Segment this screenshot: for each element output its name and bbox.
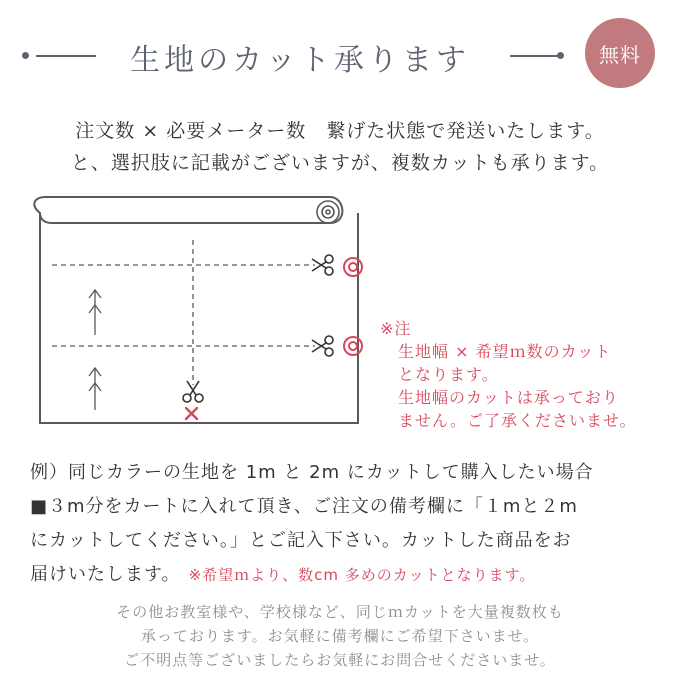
note-mark: ※注 (380, 319, 412, 338)
example-cut-note: ※希望ｍより、数cm 多めのカットとなります。 (188, 566, 536, 584)
up-arrow-icon (89, 290, 101, 335)
title-dot-right (557, 52, 564, 59)
scissors-icon (312, 255, 333, 275)
footer-line-1: その他お教室様や、学校様など、同じｍカットを大量複数枚も (116, 603, 564, 621)
note-line: となります。 (398, 365, 499, 384)
fabric-sheet (40, 213, 358, 423)
title-dot-left (22, 52, 29, 59)
example-line-2: ■３m分をカートに入れて頂き、ご注文の備考欄に「１mと２m (30, 496, 578, 517)
up-arrow-icon (89, 368, 101, 410)
double-circle-icon (344, 337, 362, 355)
title-line-left (36, 55, 96, 57)
intro-line-2: と、選択肢に記載がございますが、複数カットも承ります。 (70, 152, 610, 174)
page-title: 生地のカット承ります (130, 43, 470, 78)
footer-line-2: 承っております。お気軽に備考欄にご希望下さいませ。 (140, 627, 540, 645)
example-line-4-text: 届けいたします。 (30, 564, 181, 585)
note-line: ません。ご了承くださいませ。 (398, 411, 637, 430)
scissors-icon (312, 336, 333, 356)
footer-line-3: ご不明点等ございましたらお気軽にお問合せくださいませ。 (124, 651, 556, 669)
note-line: 生地幅のカットは承っており (398, 388, 619, 407)
note-line: 生地幅 × 希望ｍ数のカット (398, 342, 612, 361)
free-badge: 無料 (585, 18, 655, 88)
double-circle-icon (344, 258, 362, 276)
example-line-4 (30, 560, 670, 586)
example-line-1: 例）同じカラーの生地を 1m と 2m にカットして購入したい場合 (30, 462, 594, 483)
x-mark-icon (186, 408, 197, 419)
fabric-roll-top (34, 197, 342, 223)
example-line-3: にカットしてください。」とご記入下さい。カットした商品をお (30, 530, 572, 551)
title-row (0, 30, 680, 80)
title-line-right (510, 55, 560, 57)
intro-line-1: 注文数 × 必要メーター数 繋げた状態で発送いたします。 (75, 120, 605, 142)
